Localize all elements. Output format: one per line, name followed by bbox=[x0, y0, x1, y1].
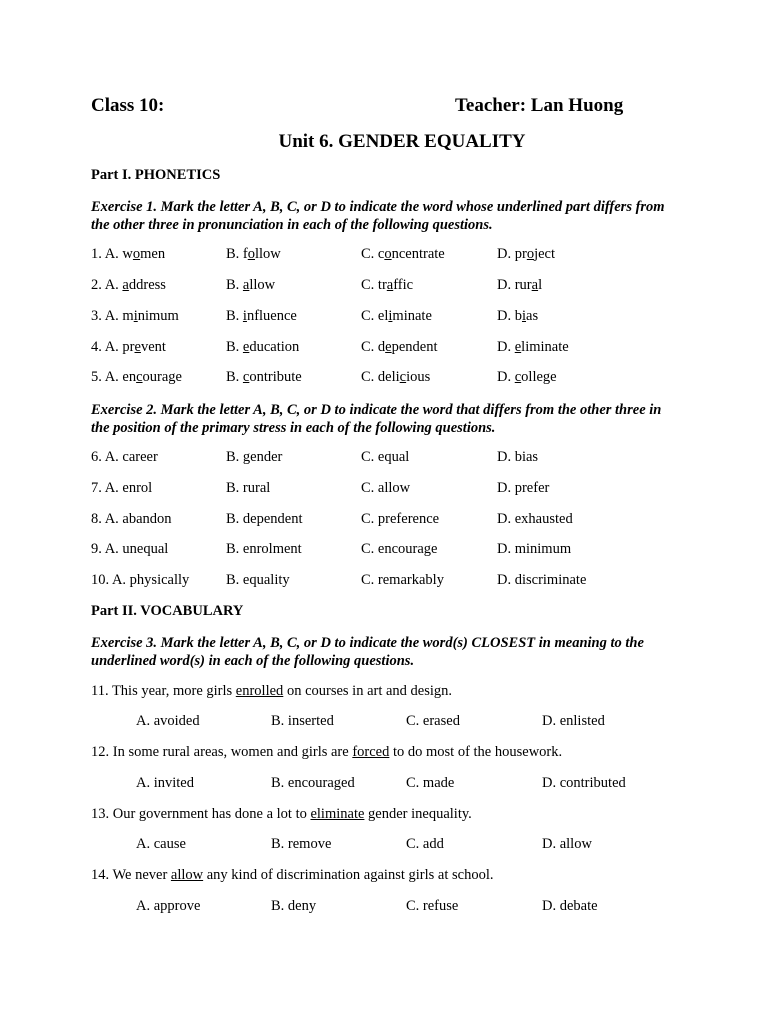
question-row-8 bbox=[91, 511, 691, 531]
option-a[interactable]: 5. A. encourage bbox=[91, 369, 182, 385]
exercise2-instruction: Exercise 2. Mark the letter A, B, C, or D to indicate the word that differs from the other three in the position of the primary stress in each of the following questions. bbox=[91, 402, 662, 436]
option-a[interactable]: 3. A. minimum bbox=[91, 308, 179, 324]
option-a[interactable]: 7. A. enrol bbox=[91, 480, 153, 496]
option-a[interactable]: 10. A. physically bbox=[91, 572, 190, 588]
part2-heading: Part II. VOCABULARY bbox=[91, 603, 244, 619]
option-d[interactable]: D. bias bbox=[497, 308, 539, 324]
question-stem-12: 12. In some rural areas, women and girls are forced to do most of the housework. bbox=[91, 744, 563, 760]
option-c[interactable]: C. made bbox=[406, 775, 455, 791]
option-c[interactable]: C. erased bbox=[406, 713, 460, 729]
option-b[interactable]: B. allow bbox=[226, 277, 276, 293]
class-label: Class 10: bbox=[91, 95, 165, 116]
option-c[interactable]: C. delicious bbox=[361, 369, 431, 385]
exercise1-instruction: Exercise 1. Mark the letter A, B, C, or D to indicate the word whose underlined part differs from the other three in pronunciation in each of the following questions. bbox=[91, 199, 665, 233]
option-b[interactable]: B. follow bbox=[226, 246, 281, 262]
underlined-word: eliminate bbox=[310, 806, 365, 822]
option-d[interactable]: D. discriminate bbox=[497, 572, 587, 588]
underlined-word: forced bbox=[352, 744, 390, 760]
question-row-10 bbox=[91, 572, 691, 592]
option-a[interactable]: 1. A. women bbox=[91, 246, 166, 262]
question-stem-14: 14. We never allow any kind of discrimination against girls at school. bbox=[91, 867, 494, 883]
option-b[interactable]: B. enrolment bbox=[226, 541, 302, 557]
option-a[interactable]: 4. A. prevent bbox=[91, 339, 166, 355]
option-b[interactable]: B. gender bbox=[226, 449, 283, 465]
option-d[interactable]: D. project bbox=[497, 246, 555, 262]
option-b[interactable]: B. inserted bbox=[271, 713, 334, 729]
option-c[interactable]: C. concentrate bbox=[361, 246, 445, 262]
option-d[interactable]: D. exhausted bbox=[497, 511, 573, 527]
option-a[interactable]: 6. A. career bbox=[91, 449, 158, 465]
option-a[interactable]: 8. A. abandon bbox=[91, 511, 172, 527]
option-a[interactable]: A. avoided bbox=[136, 713, 200, 729]
exercise3-instruction: Exercise 3. Mark the letter A, B, C, or D to indicate the word(s) CLOSEST in meaning to the underlined word(s) in each of the following questions. bbox=[91, 635, 644, 669]
question-row-2 bbox=[91, 277, 691, 297]
answer-row-14 bbox=[136, 898, 696, 918]
option-b[interactable]: B. rural bbox=[226, 480, 271, 496]
option-c[interactable]: C. remarkably bbox=[361, 572, 444, 588]
option-d[interactable]: D. rural bbox=[497, 277, 543, 293]
answer-row-12 bbox=[136, 775, 696, 795]
part1-heading: Part I. PHONETICS bbox=[91, 167, 221, 183]
option-d[interactable]: D. eliminate bbox=[497, 339, 569, 355]
option-a[interactable]: A. invited bbox=[136, 775, 194, 791]
question-row-5 bbox=[91, 369, 691, 389]
option-c[interactable]: C. eliminate bbox=[361, 308, 432, 324]
option-c[interactable]: C. encourage bbox=[361, 541, 438, 557]
option-d[interactable]: D. enlisted bbox=[542, 713, 605, 729]
option-b[interactable]: B. encouraged bbox=[271, 775, 355, 791]
option-c[interactable]: C. traffic bbox=[361, 277, 414, 293]
option-a[interactable]: A. cause bbox=[136, 836, 186, 852]
answer-row-13 bbox=[136, 836, 696, 856]
option-b[interactable]: B. contribute bbox=[226, 369, 302, 385]
question-stem-13: 13. Our government has done a lot to eliminate gender inequality. bbox=[91, 806, 472, 822]
question-stem-11: 11. This year, more girls enrolled on courses in art and design. bbox=[91, 683, 453, 699]
option-a[interactable]: A. approve bbox=[136, 898, 201, 914]
option-c[interactable]: C. refuse bbox=[406, 898, 459, 914]
question-row-9 bbox=[91, 541, 691, 561]
option-a[interactable]: 9. A. unequal bbox=[91, 541, 169, 557]
option-c[interactable]: C. equal bbox=[361, 449, 410, 465]
option-d[interactable]: D. bias bbox=[497, 449, 539, 465]
option-d[interactable]: D. debate bbox=[542, 898, 598, 914]
option-d[interactable]: D. college bbox=[497, 369, 557, 385]
option-c[interactable]: C. preference bbox=[361, 511, 440, 527]
question-row-1 bbox=[91, 246, 691, 266]
option-c[interactable]: C. allow bbox=[361, 480, 411, 496]
option-b[interactable]: B. equality bbox=[226, 572, 290, 588]
option-c[interactable]: C. add bbox=[406, 836, 444, 852]
option-b[interactable]: B. deny bbox=[271, 898, 317, 914]
unit-title: Unit 6. GENDER EQUALITY bbox=[278, 131, 526, 152]
option-d[interactable]: D. prefer bbox=[497, 480, 550, 496]
option-d[interactable]: D. allow bbox=[542, 836, 592, 852]
underlined-word: enrolled bbox=[235, 683, 284, 699]
option-c[interactable]: C. dependent bbox=[361, 339, 438, 355]
question-row-3 bbox=[91, 308, 691, 328]
option-b[interactable]: B. influence bbox=[226, 308, 297, 324]
header-line bbox=[91, 95, 651, 119]
underlined-word: allow bbox=[170, 867, 204, 883]
question-row-6 bbox=[91, 449, 691, 469]
option-b[interactable]: B. dependent bbox=[226, 511, 303, 527]
option-b[interactable]: B. education bbox=[226, 339, 300, 355]
option-d[interactable]: D. contributed bbox=[542, 775, 626, 791]
option-d[interactable]: D. minimum bbox=[497, 541, 572, 557]
teacher-label: Teacher: Lan Huong bbox=[455, 95, 624, 116]
option-b[interactable]: B. remove bbox=[271, 836, 332, 852]
option-a[interactable]: 2. A. address bbox=[91, 277, 166, 293]
answer-row-11 bbox=[136, 713, 696, 733]
question-row-4 bbox=[91, 339, 691, 359]
question-row-7 bbox=[91, 480, 691, 500]
